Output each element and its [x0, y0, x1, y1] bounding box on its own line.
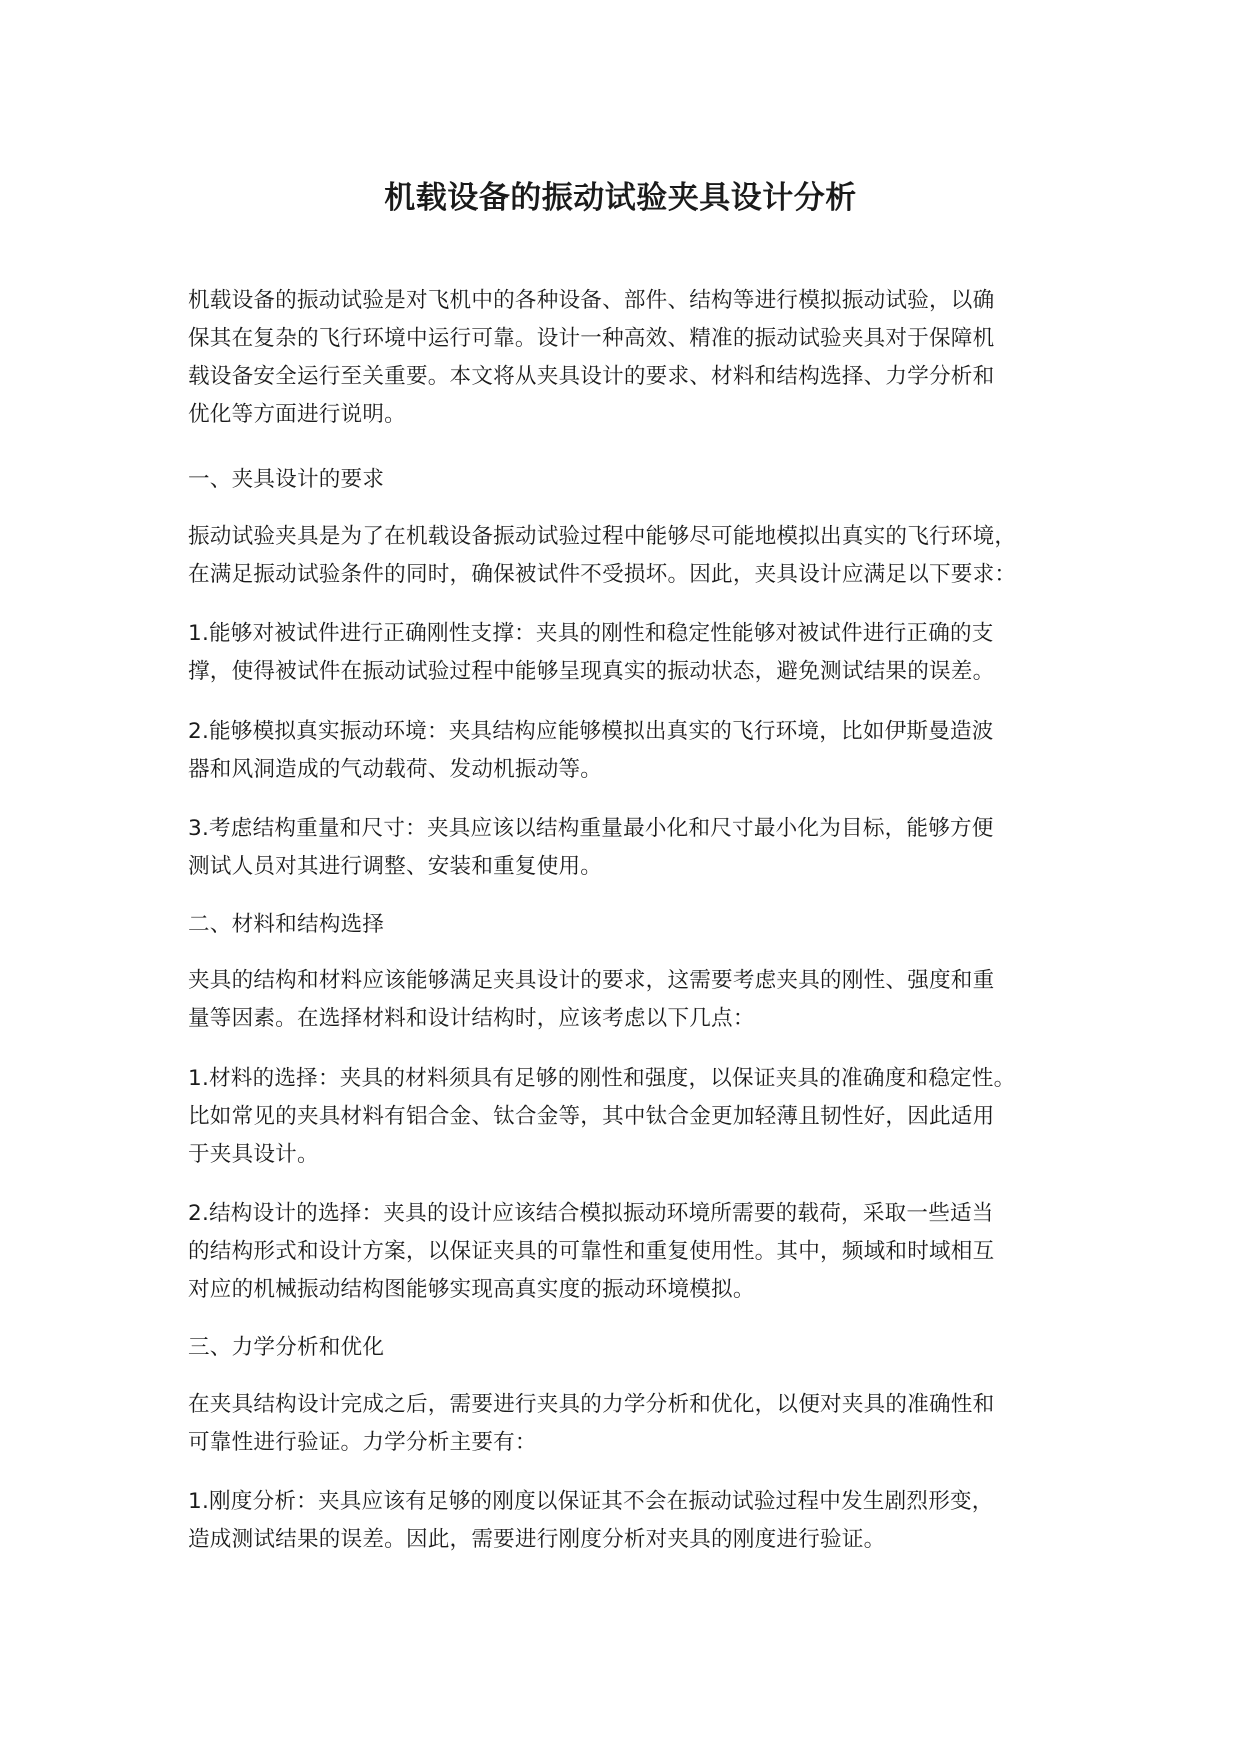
text-line: 可靠性进行验证。力学分析主要有：: [188, 1430, 537, 1455]
list-item-requirement-1: [188, 615, 1093, 691]
list-item-stiffness-analysis: [188, 1483, 1093, 1559]
text-line: 在夹具结构设计完成之后，需要进行夹具的力学分析和优化，以便对夹具的准确性和: [188, 1392, 995, 1417]
text-line: 2.结构设计的选择：夹具的设计应该结合模拟振动环境所需要的载荷，采取一些适当: [188, 1201, 994, 1226]
section-heading-materials: [188, 906, 1093, 944]
text-line: 优化等方面进行说明。: [188, 402, 406, 427]
heading-text: 三、力学分析和优化: [188, 1335, 385, 1360]
text-line: 机载设备的振动试验是对飞机中的各种设备、部件、结构等进行模拟振动试验，以确: [188, 288, 995, 313]
text-line: 测试人员对其进行调整、安装和重复使用。: [188, 854, 603, 879]
heading-text: 一、夹具设计的要求: [188, 467, 385, 492]
text-line: 保其在复杂的飞行环境中运行可靠。设计一种高效、精准的振动试验夹具对于保障机: [188, 326, 995, 351]
text-line: 造成测试结果的误差。因此，需要进行刚度分析对夹具的刚度进行验证。: [188, 1527, 886, 1552]
section-heading-analysis: [188, 1329, 1093, 1367]
text-line: 振动试验夹具是为了在机载设备振动试验过程中能够尽可能地模拟出真实的飞行环境，: [188, 524, 1017, 549]
text-line: 1.刚度分析：夹具应该有足够的刚度以保证其不会在振动试验过程中发生剧烈形变，: [188, 1489, 994, 1514]
text-line: 的结构形式和设计方案，以保证夹具的可靠性和重复使用性。其中，频域和时域相互: [188, 1239, 995, 1264]
list-item-material-selection: [188, 1060, 1093, 1174]
list-item-structure-design: [188, 1195, 1093, 1309]
text-line: 夹具的结构和材料应该能够满足夹具设计的要求，这需要考虑夹具的刚性、强度和重: [188, 968, 995, 993]
paragraph-analysis-intro: [188, 1386, 1093, 1462]
text-line: 对应的机械振动结构图能够实现高真实度的振动环境模拟。: [188, 1277, 755, 1302]
text-line: 比如常见的夹具材料有铝合金、钛合金等，其中钛合金更加轻薄且韧性好，因此适用: [188, 1104, 995, 1129]
text-line: 3.考虑结构重量和尺寸：夹具应该以结构重量最小化和尺寸最小化为目标，能够方便: [188, 816, 994, 841]
paragraph-intro: [188, 282, 1093, 434]
text-line: 2.能够模拟真实振动环境：夹具结构应能够模拟出真实的飞行环境，比如伊斯曼造波: [188, 719, 994, 744]
paragraph-requirements-intro: [188, 518, 1093, 594]
text-line: 1.材料的选择：夹具的材料须具有足够的刚性和强度，以保证夹具的准确度和稳定性。: [188, 1066, 1016, 1091]
text-line: 器和风洞造成的气动载荷、发动机振动等。: [188, 757, 603, 782]
heading-text: 二、材料和结构选择: [188, 912, 385, 937]
text-line: 载设备安全运行至关重要。本文将从夹具设计的要求、材料和结构选择、力学分析和: [188, 364, 995, 389]
text-line: 量等因素。在选择材料和设计结构时，应该考虑以下几点：: [188, 1006, 755, 1031]
text-line: 撑，使得被试件在振动试验过程中能够呈现真实的振动状态，避免测试结果的误差。: [188, 659, 995, 684]
text-line: 1.能够对被试件进行正确刚性支撑：夹具的刚性和稳定性能够对被试件进行正确的支: [188, 621, 994, 646]
document-title: 机载设备的振动试验夹具设计分析: [384, 180, 857, 216]
text-line: 于夹具设计。: [188, 1142, 319, 1167]
list-item-requirement-2: [188, 713, 1093, 789]
text-line: 在满足振动试验条件的同时，确保被试件不受损坏。因此，夹具设计应满足以下要求：: [188, 562, 1017, 587]
paragraph-materials-intro: [188, 962, 1093, 1038]
section-heading-requirements: [188, 461, 1093, 499]
list-item-requirement-3: [188, 810, 1093, 886]
